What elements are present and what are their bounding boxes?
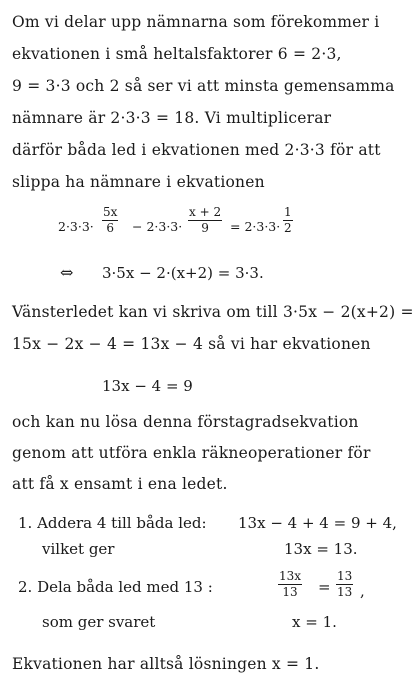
rewrite-line-1: Vänsterledet kan vi skriva om till 3·5x − 2(x+2) =	[12, 303, 414, 321]
solve-intro-line-2: genom att utföra enkla räkneoperationer för	[12, 444, 371, 462]
fraction-denominator: 2	[284, 221, 292, 235]
equivalence-arrow-icon: ⇔	[60, 263, 74, 282]
intro-line-3: 9 = 3·3 och 2 så ser vi att minsta gemensamma	[12, 77, 395, 95]
solve-intro-line-1: och kan nu lösa denna förstagradsekvation	[12, 413, 359, 431]
intro-line-5: därför båda led i ekvationen med 2·3·3 för att	[12, 141, 381, 159]
step-2-comma: ,	[360, 582, 365, 600]
fraction-denominator: 13	[282, 585, 298, 599]
fraction-denominator: 13	[337, 585, 353, 599]
fraction-numerator: 13	[337, 569, 353, 583]
equivalent-equation: 3·5x − 2·(x+2) = 3·3.	[102, 264, 264, 282]
step-2-equals: =	[318, 578, 331, 596]
fraction-13x-over-13	[278, 570, 302, 599]
step-2-result: x = 1.	[292, 613, 337, 631]
fraction-numerator: 5x	[103, 205, 118, 219]
fraction-numerator: 1	[284, 205, 292, 219]
conclusion: Ekvationen har alltså lösningen x = 1.	[12, 655, 320, 673]
solve-intro-line-3: att få x ensamt i ena ledet.	[12, 475, 228, 493]
eq-minus-term: − 2·3·3·	[132, 219, 183, 234]
fraction-numerator: x + 2	[189, 205, 222, 219]
step-1-equation-1: 13x − 4 + 4 = 9 + 4,	[238, 514, 397, 532]
step-2-label: 2. Dela båda led med 13 :	[18, 578, 213, 596]
fraction-13-over-13	[336, 570, 353, 599]
simplified-equation: 13x − 4 = 9	[102, 377, 193, 395]
step-1-equation-2: 13x = 13.	[284, 540, 358, 558]
intro-line-1: Om vi delar upp nämnarna som förekommer i	[12, 13, 380, 31]
step-2-sub-label: som ger svaret	[42, 613, 156, 631]
eq-prefix-1: 2·3·3·	[58, 219, 94, 234]
fraction-x-plus-2-over-9	[188, 206, 222, 235]
fraction-denominator: 9	[201, 221, 209, 235]
rewrite-line-2: 15x − 2x − 4 = 13x − 4 så vi har ekvationen	[12, 335, 371, 353]
fraction-numerator: 13x	[279, 569, 302, 583]
intro-line-6: slippa ha nämnare i ekvationen	[12, 173, 265, 191]
step-1-sub-label: vilket ger	[42, 540, 115, 558]
intro-line-2: ekvationen i små heltalsfaktorer 6 = 2·3,	[12, 45, 342, 63]
step-1-label: 1. Addera 4 till båda led:	[18, 514, 207, 532]
eq-equals-term: = 2·3·3·	[230, 219, 281, 234]
intro-line-4: nämnare är 2·3·3 = 18. Vi multiplicerar	[12, 109, 332, 127]
fraction-denominator: 6	[106, 221, 115, 235]
fraction-5x-over-6	[102, 206, 118, 235]
fraction-1-over-2	[283, 206, 293, 235]
